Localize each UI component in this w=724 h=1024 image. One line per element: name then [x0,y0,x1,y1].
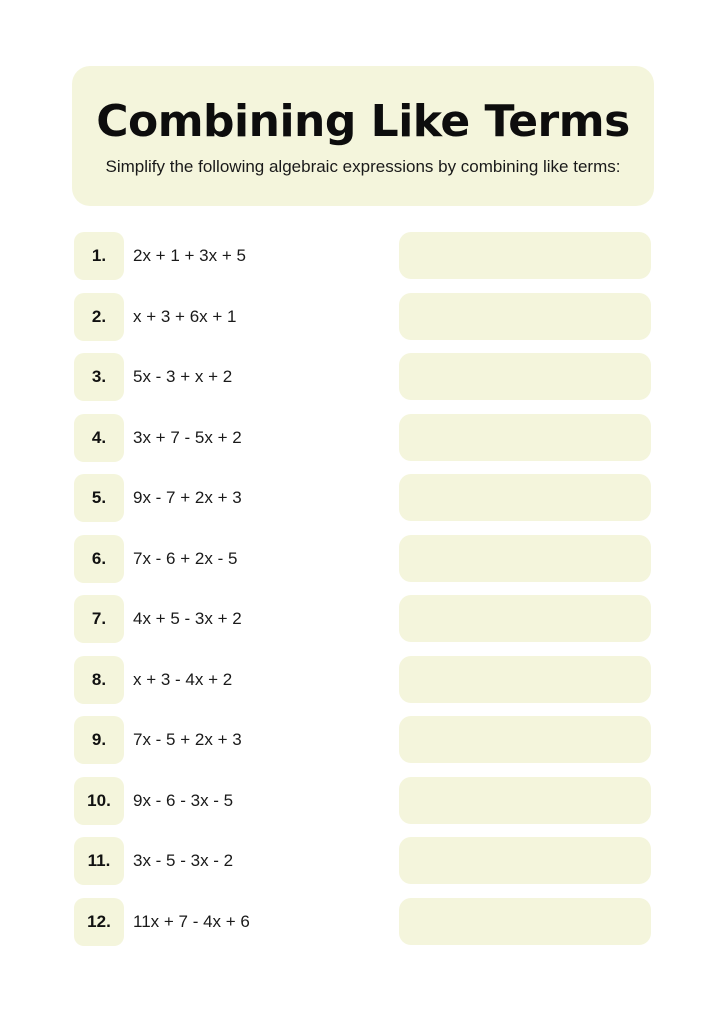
problem-number: 6. [74,535,124,583]
problem-row-11 [72,837,654,887]
instructions-text: Simplify the following algebraic expressions by combining like terms: [105,157,621,176]
answer-box[interactable] [399,474,651,521]
problem-expression: 9x - 7 + 2x + 3 [133,488,242,507]
problem-row-8 [72,656,654,706]
answer-box[interactable] [399,837,651,884]
answer-box[interactable] [399,595,651,642]
problem-row-6 [72,535,654,585]
answer-box[interactable] [399,232,651,279]
problem-row-10 [72,777,654,827]
answer-box[interactable] [399,414,651,461]
problem-row-2 [72,293,654,343]
problem-number: 1. [74,232,124,280]
problem-number: 2. [74,293,124,341]
problem-row-5 [72,474,654,524]
answer-box[interactable] [399,898,651,945]
problem-row-9 [72,716,654,766]
problem-number: 9. [74,716,124,764]
problem-number: 10. [74,777,124,825]
problem-expression: 7x - 5 + 2x + 3 [133,730,242,749]
problem-expression: x + 3 + 6x + 1 [133,307,237,326]
problem-number: 4. [74,414,124,462]
answer-box[interactable] [399,293,651,340]
problem-expression: x + 3 - 4x + 2 [133,670,233,689]
problem-number: 12. [74,898,124,946]
problem-number: 5. [74,474,124,522]
answer-box[interactable] [399,535,651,582]
problem-expression: 4x + 5 - 3x + 2 [133,609,242,628]
problem-expression: 3x - 5 - 3x - 2 [133,851,234,870]
answer-box[interactable] [399,716,651,763]
problem-row-1 [72,232,654,282]
problem-expression: 11x + 7 - 4x + 6 [133,912,250,931]
problem-number: 7. [74,595,124,643]
answer-box[interactable] [399,353,651,400]
problem-row-3 [72,353,654,403]
problem-number: 3. [74,353,124,401]
problem-number: 8. [74,656,124,704]
problem-row-4 [72,414,654,464]
problem-row-12 [72,898,654,948]
problem-number: 11. [74,837,124,885]
problem-expression: 5x - 3 + x + 2 [133,367,233,386]
answer-box[interactable] [399,656,651,703]
problem-expression: 9x - 6 - 3x - 5 [133,791,234,810]
problem-row-7 [72,595,654,645]
answer-box[interactable] [399,777,651,824]
problem-expression: 3x + 7 - 5x + 2 [133,428,242,447]
problem-expression: 2x + 1 + 3x + 5 [133,246,246,265]
problem-expression: 7x - 6 + 2x - 5 [133,549,238,568]
page-title: Combining Like Terms [96,96,630,147]
